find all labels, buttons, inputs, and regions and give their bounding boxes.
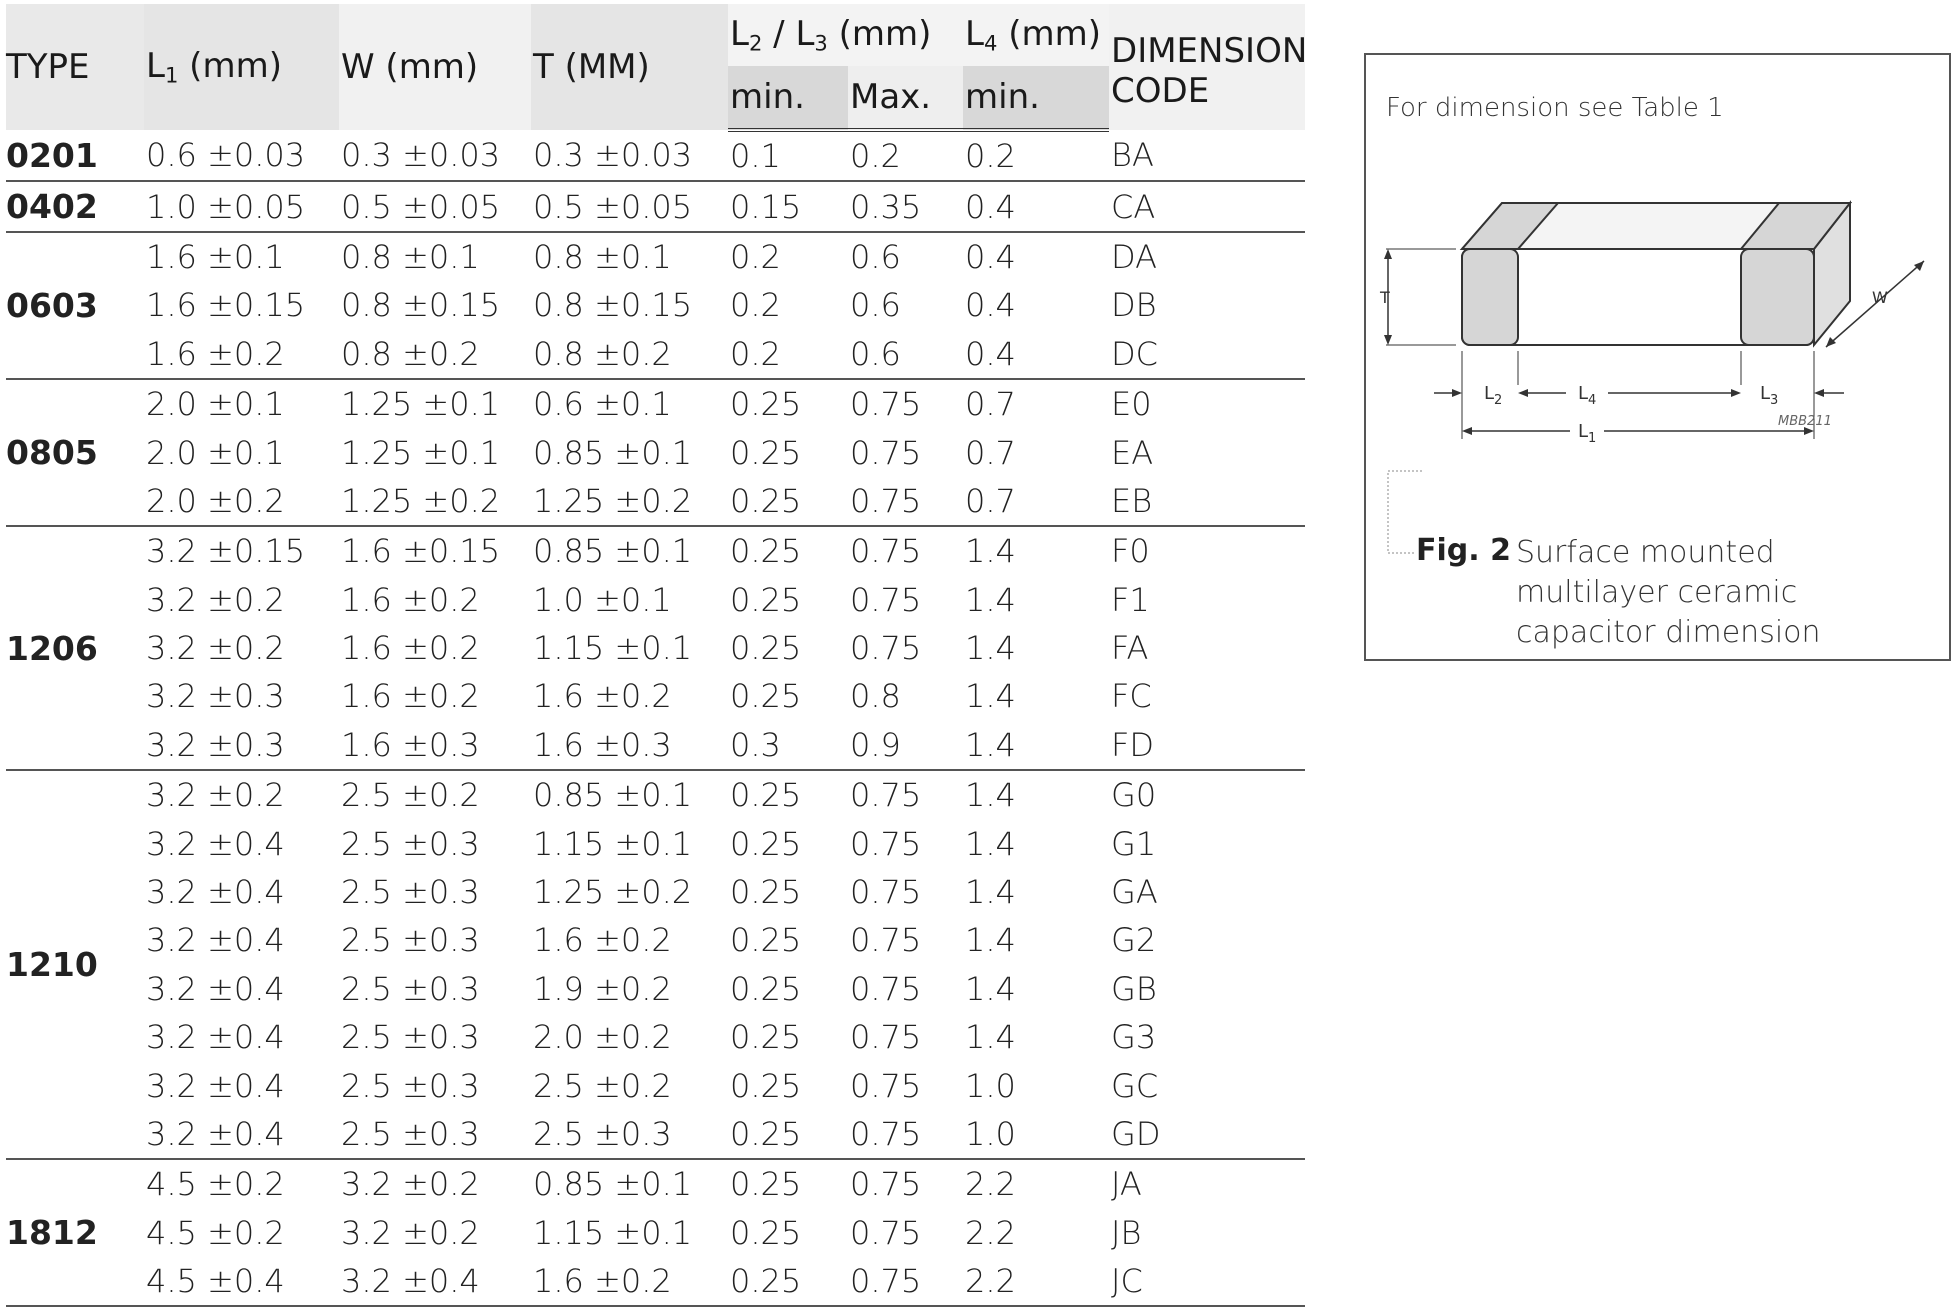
cell-l1: 3.2 ±0.4 xyxy=(146,921,285,960)
dim-l4-label: $L_4$ xyxy=(1578,383,1597,408)
cell-l23-min: 0.25 xyxy=(728,477,848,526)
table-row xyxy=(6,477,1305,526)
cell-l23-max: 0.75 xyxy=(850,580,922,619)
type-cell: 0603 xyxy=(6,232,144,379)
cell-l23-min: 0.25 xyxy=(728,1110,848,1159)
cell-t: 1.6 ±0.2 xyxy=(531,1257,728,1306)
table-row xyxy=(6,1159,1305,1208)
cell-w: 0.8 ±0.15 xyxy=(341,286,501,325)
dim-w-label: W xyxy=(1872,288,1888,307)
cell-dimension-code: GC xyxy=(1111,1066,1159,1105)
cell-dimension-code: DA xyxy=(1111,237,1157,276)
dim-l3-label: $L_3$ xyxy=(1760,383,1779,408)
cell-t: 1.0 ±0.1 xyxy=(533,580,672,619)
cell-l23-min: 0.3 xyxy=(728,721,848,770)
cell-w: 2.5 ±0.3 xyxy=(341,921,480,960)
cell-l1: 4.5 ±0.4 xyxy=(144,1257,339,1306)
cell-w: 0.3 ±0.03 xyxy=(339,130,531,181)
cell-l4-min: 1.0 xyxy=(965,1066,1016,1105)
cell-l1: 1.6 ±0.15 xyxy=(146,286,306,325)
table-row xyxy=(6,1209,1305,1257)
cell-w: 2.5 ±0.3 xyxy=(341,824,480,863)
table-row xyxy=(6,232,1305,281)
cell-l4-min: 1.4 xyxy=(963,721,1109,770)
cell-l1: 2.0 ±0.2 xyxy=(144,477,339,526)
cell-t: 1.6 ±0.2 xyxy=(533,677,672,716)
cell-l4-min: 1.4 xyxy=(965,776,1016,815)
cell-l23-max: 0.6 xyxy=(850,286,901,325)
cell-l4-min: 0.7 xyxy=(965,433,1016,472)
header-l1: $L_1$ (mm) xyxy=(144,4,339,130)
cell-l23-min: 0.1 xyxy=(728,130,848,181)
cell-l23-min: 0.25 xyxy=(730,969,802,1008)
type-cell: 0805 xyxy=(6,379,144,526)
cell-l23-max: 0.75 xyxy=(848,1257,963,1306)
cell-l4-min: 2.2 xyxy=(965,1213,1016,1252)
cell-dimension-code: G0 xyxy=(1111,776,1157,815)
cell-l23-max: 0.75 xyxy=(850,873,922,912)
cell-l23-min: 0.2 xyxy=(728,330,848,379)
cell-l1: 3.2 ±0.3 xyxy=(144,721,339,770)
cell-w: 0.8 ±0.1 xyxy=(341,237,480,276)
cell-l23-min: 0.25 xyxy=(730,1213,802,1252)
cell-dimension-code: FC xyxy=(1111,677,1152,716)
table-row xyxy=(6,624,1305,672)
cell-l23-max: 0.75 xyxy=(850,433,922,472)
cell-l23-max: 0.8 xyxy=(850,677,901,716)
cell-l4-min: 1.4 xyxy=(965,580,1016,619)
cell-l23-max: 0.75 xyxy=(850,824,922,863)
cell-t: 1.6 ±0.3 xyxy=(531,721,728,770)
header-dimension-code: DIMENSION CODE xyxy=(1109,4,1305,130)
table-row xyxy=(6,819,1305,867)
cell-l1: 3.2 ±0.15 xyxy=(146,532,306,571)
table-row xyxy=(6,1110,1305,1159)
cell-l4-min: 1.4 xyxy=(965,921,1016,960)
cell-l4-min: 0.4 xyxy=(965,237,1016,276)
cell-dimension-code: CA xyxy=(1109,181,1305,231)
cell-l4-min: 2.2 xyxy=(963,1257,1109,1306)
cell-l1: 1.6 ±0.1 xyxy=(146,237,285,276)
cell-l1: 4.5 ±0.2 xyxy=(146,1165,285,1204)
cell-l23-min: 0.25 xyxy=(730,532,802,571)
table-row xyxy=(6,1013,1305,1061)
header-l4: $L_4$ (mm) xyxy=(963,4,1109,66)
dim-l1-label: $L_1$ xyxy=(1578,421,1597,446)
table-row xyxy=(6,916,1305,964)
cell-l1: 3.2 ±0.4 xyxy=(144,1110,339,1159)
drawing-code: MBB211 xyxy=(1778,414,1832,429)
cell-dimension-code: GD xyxy=(1109,1110,1305,1159)
cell-dimension-code: FD xyxy=(1109,721,1305,770)
cell-t: 0.8 ±0.1 xyxy=(533,237,672,276)
table-row xyxy=(6,526,1305,575)
type-cell: 1812 xyxy=(6,1159,144,1306)
dim-l2-label: $L_2$ xyxy=(1484,383,1503,408)
cell-l23-max: 0.35 xyxy=(848,181,963,231)
cell-t: 1.25 ±0.2 xyxy=(533,873,693,912)
cell-l23-min: 0.2 xyxy=(730,237,781,276)
cell-l4-min: 1.4 xyxy=(965,677,1016,716)
cell-dimension-code: G2 xyxy=(1111,921,1157,960)
cell-dimension-code: EB xyxy=(1109,477,1305,526)
cell-l4-min: 1.4 xyxy=(965,824,1016,863)
cell-l4-min: 0.4 xyxy=(965,286,1016,325)
cell-l23-max: 0.6 xyxy=(850,237,901,276)
header-l23-max: Max. xyxy=(848,66,963,130)
cell-l1: 1.6 ±0.2 xyxy=(144,330,339,379)
cell-l23-max: 0.6 xyxy=(848,330,963,379)
cell-l23-max: 0.75 xyxy=(848,1110,963,1159)
cell-l23-max: 0.75 xyxy=(850,1066,922,1105)
cell-l1: 3.2 ±0.4 xyxy=(146,1018,285,1057)
table-row xyxy=(6,130,1305,181)
cell-l23-max: 0.75 xyxy=(850,385,922,424)
table-body xyxy=(6,130,1305,1306)
table-row xyxy=(6,965,1305,1013)
cell-l1: 1.0 ±0.05 xyxy=(144,181,339,231)
cell-l4-min: 0.7 xyxy=(963,477,1109,526)
cell-t: 0.8 ±0.2 xyxy=(531,330,728,379)
cell-t: 0.3 ±0.03 xyxy=(531,130,728,181)
table-row xyxy=(6,281,1305,329)
cell-l4-min: 2.2 xyxy=(965,1165,1016,1204)
cell-w: 1.6 ±0.3 xyxy=(339,721,531,770)
cell-w: 1.6 ±0.2 xyxy=(341,677,480,716)
cell-l23-min: 0.25 xyxy=(730,1165,802,1204)
table-row xyxy=(6,379,1305,428)
cell-l23-min: 0.2 xyxy=(730,286,781,325)
cell-l23-max: 0.2 xyxy=(848,130,963,181)
cell-w: 2.5 ±0.2 xyxy=(341,776,480,815)
cell-dimension-code: DB xyxy=(1111,286,1157,325)
cell-l4-min: 0.2 xyxy=(963,130,1109,181)
figure-panel xyxy=(1364,53,1951,661)
cell-l4-min: 1.4 xyxy=(965,969,1016,1008)
cell-t: 0.5 ±0.05 xyxy=(531,181,728,231)
dimension-table xyxy=(6,4,1308,1307)
header-w: W (mm) xyxy=(339,4,531,130)
cell-l23-max: 0.75 xyxy=(850,776,922,815)
cell-dimension-code: E0 xyxy=(1111,385,1152,424)
cell-dimension-code: BA xyxy=(1109,130,1305,181)
cell-l1: 4.5 ±0.2 xyxy=(146,1213,285,1252)
type-cell: 1206 xyxy=(6,526,144,770)
cell-dimension-code: JC xyxy=(1109,1257,1305,1306)
cell-w: 1.25 ±0.1 xyxy=(341,385,501,424)
dim-t-label: T xyxy=(1380,288,1390,307)
cell-l1: 3.2 ±0.3 xyxy=(146,677,285,716)
table-row xyxy=(6,868,1305,916)
cell-w: 3.2 ±0.2 xyxy=(341,1165,480,1204)
cell-l23-min: 0.25 xyxy=(730,824,802,863)
cell-t: 0.85 ±0.1 xyxy=(533,1165,693,1204)
type-cell: 0402 xyxy=(6,181,144,231)
cell-w: 1.25 ±0.2 xyxy=(339,477,531,526)
cell-dimension-code: JB xyxy=(1111,1213,1142,1252)
cell-l1: 3.2 ±0.2 xyxy=(146,629,285,668)
cell-l23-max: 0.75 xyxy=(850,629,922,668)
cell-l4-min: 1.4 xyxy=(965,873,1016,912)
table-row xyxy=(6,428,1305,476)
header-l2-l3: $L_2 / L_3$ (mm) xyxy=(728,4,963,66)
cell-l1: 3.2 ±0.2 xyxy=(146,580,285,619)
right-terminal xyxy=(1741,249,1814,345)
cell-dimension-code: DC xyxy=(1109,330,1305,379)
cell-w: 2.5 ±0.3 xyxy=(339,1110,531,1159)
cell-dimension-code: GA xyxy=(1111,873,1158,912)
cell-l23-min: 0.25 xyxy=(730,921,802,960)
cell-t: 2.5 ±0.3 xyxy=(531,1110,728,1159)
cell-l1: 0.6 ±0.03 xyxy=(144,130,339,181)
table-row xyxy=(6,770,1305,819)
cell-w: 2.5 ±0.3 xyxy=(341,873,480,912)
cell-l4-min: 0.7 xyxy=(965,385,1016,424)
cell-l4-min: 1.4 xyxy=(965,532,1016,571)
cell-l23-min: 0.25 xyxy=(730,629,802,668)
table-row xyxy=(6,330,1305,379)
cell-l1: 3.2 ±0.4 xyxy=(146,824,285,863)
cell-w: 2.5 ±0.3 xyxy=(341,1018,480,1057)
cell-l1: 3.2 ±0.4 xyxy=(146,873,285,912)
cell-dimension-code: FA xyxy=(1111,629,1149,668)
cell-l23-max: 0.75 xyxy=(850,1165,922,1204)
cell-dimension-code: G1 xyxy=(1111,824,1157,863)
cell-t: 0.85 ±0.1 xyxy=(533,532,693,571)
cell-dimension-code: GB xyxy=(1111,969,1157,1008)
cell-t: 1.15 ±0.1 xyxy=(533,824,693,863)
table-row xyxy=(6,721,1305,770)
cell-t: 2.0 ±0.2 xyxy=(533,1018,672,1057)
cell-l23-min: 0.25 xyxy=(730,433,802,472)
cell-l4-min: 1.4 xyxy=(965,629,1016,668)
cell-l1: 3.2 ±0.2 xyxy=(146,776,285,815)
cell-w: 2.5 ±0.3 xyxy=(341,969,480,1008)
cell-l23-min: 0.25 xyxy=(730,385,802,424)
cell-t: 1.6 ±0.2 xyxy=(533,921,672,960)
cell-l23-max: 0.9 xyxy=(848,721,963,770)
cell-w: 2.5 ±0.3 xyxy=(341,1066,480,1105)
cell-t: 1.15 ±0.1 xyxy=(533,629,693,668)
cell-t: 1.15 ±0.1 xyxy=(533,1213,693,1252)
left-terminal xyxy=(1462,249,1518,345)
header-type: TYPE xyxy=(6,4,144,130)
cell-l23-min: 0.25 xyxy=(730,677,802,716)
cell-l1: 3.2 ±0.4 xyxy=(146,969,285,1008)
cell-w: 3.2 ±0.4 xyxy=(339,1257,531,1306)
table-row xyxy=(6,1257,1305,1306)
cell-l23-min: 0.15 xyxy=(728,181,848,231)
cell-l23-min: 0.25 xyxy=(730,873,802,912)
cell-l23-max: 0.75 xyxy=(850,1213,922,1252)
figure-label: Fig. 2 xyxy=(1416,533,1511,568)
cell-l4-min: 1.0 xyxy=(963,1110,1109,1159)
cell-l4-min: 0.4 xyxy=(963,181,1109,231)
table-row xyxy=(6,672,1305,720)
cell-l23-min: 0.25 xyxy=(730,1018,802,1057)
cell-w: 1.6 ±0.2 xyxy=(341,580,480,619)
table-row xyxy=(6,576,1305,624)
cell-l23-min: 0.25 xyxy=(730,1066,802,1105)
cell-w: 0.8 ±0.2 xyxy=(339,330,531,379)
cell-t: 0.85 ±0.1 xyxy=(533,433,693,472)
cell-dimension-code: JA xyxy=(1111,1165,1142,1204)
cell-l4-min: 1.4 xyxy=(965,1018,1016,1057)
cell-w: 1.25 ±0.1 xyxy=(341,433,501,472)
cell-l1: 3.2 ±0.4 xyxy=(146,1066,285,1105)
cell-dimension-code: EA xyxy=(1111,433,1154,472)
cell-l23-min: 0.25 xyxy=(730,580,802,619)
cell-l1: 2.0 ±0.1 xyxy=(146,433,285,472)
header-t: T (MM) xyxy=(531,4,728,130)
cell-l23-max: 0.75 xyxy=(850,1018,922,1057)
type-cell: 1210 xyxy=(6,770,144,1159)
cell-l1: 2.0 ±0.1 xyxy=(146,385,285,424)
cell-t: 1.25 ±0.2 xyxy=(531,477,728,526)
header-l4-min: min. xyxy=(963,66,1109,130)
cell-l23-max: 0.75 xyxy=(848,477,963,526)
cell-l23-min: 0.25 xyxy=(728,1257,848,1306)
cell-dimension-code: F0 xyxy=(1111,532,1150,571)
figure-note: For dimension see Table 1 xyxy=(1386,93,1724,123)
header-l23-min: min. xyxy=(728,66,848,130)
cell-t: 0.8 ±0.15 xyxy=(533,286,693,325)
cell-w: 1.6 ±0.15 xyxy=(341,532,501,571)
cell-dimension-code: F1 xyxy=(1111,580,1150,619)
cell-l23-min: 0.25 xyxy=(730,776,802,815)
figure-caption: Surface mounted multilayer ceramic capacitor dimension xyxy=(1516,535,1821,650)
cell-dimension-code: G3 xyxy=(1111,1018,1157,1057)
table-row xyxy=(6,1061,1305,1109)
cell-l23-max: 0.75 xyxy=(850,532,922,571)
cell-t: 2.5 ±0.2 xyxy=(533,1066,672,1105)
cell-t: 1.9 ±0.2 xyxy=(533,969,672,1008)
cell-t: 0.85 ±0.1 xyxy=(533,776,693,815)
table-row xyxy=(6,181,1305,231)
cell-t: 0.6 ±0.1 xyxy=(533,385,672,424)
cell-w: 1.6 ±0.2 xyxy=(341,629,480,668)
type-cell: 0201 xyxy=(6,130,144,181)
cell-w: 3.2 ±0.2 xyxy=(341,1213,480,1252)
cell-l4-min: 0.4 xyxy=(963,330,1109,379)
cell-l23-max: 0.75 xyxy=(850,921,922,960)
cell-w: 0.5 ±0.05 xyxy=(339,181,531,231)
cell-l23-max: 0.75 xyxy=(850,969,922,1008)
